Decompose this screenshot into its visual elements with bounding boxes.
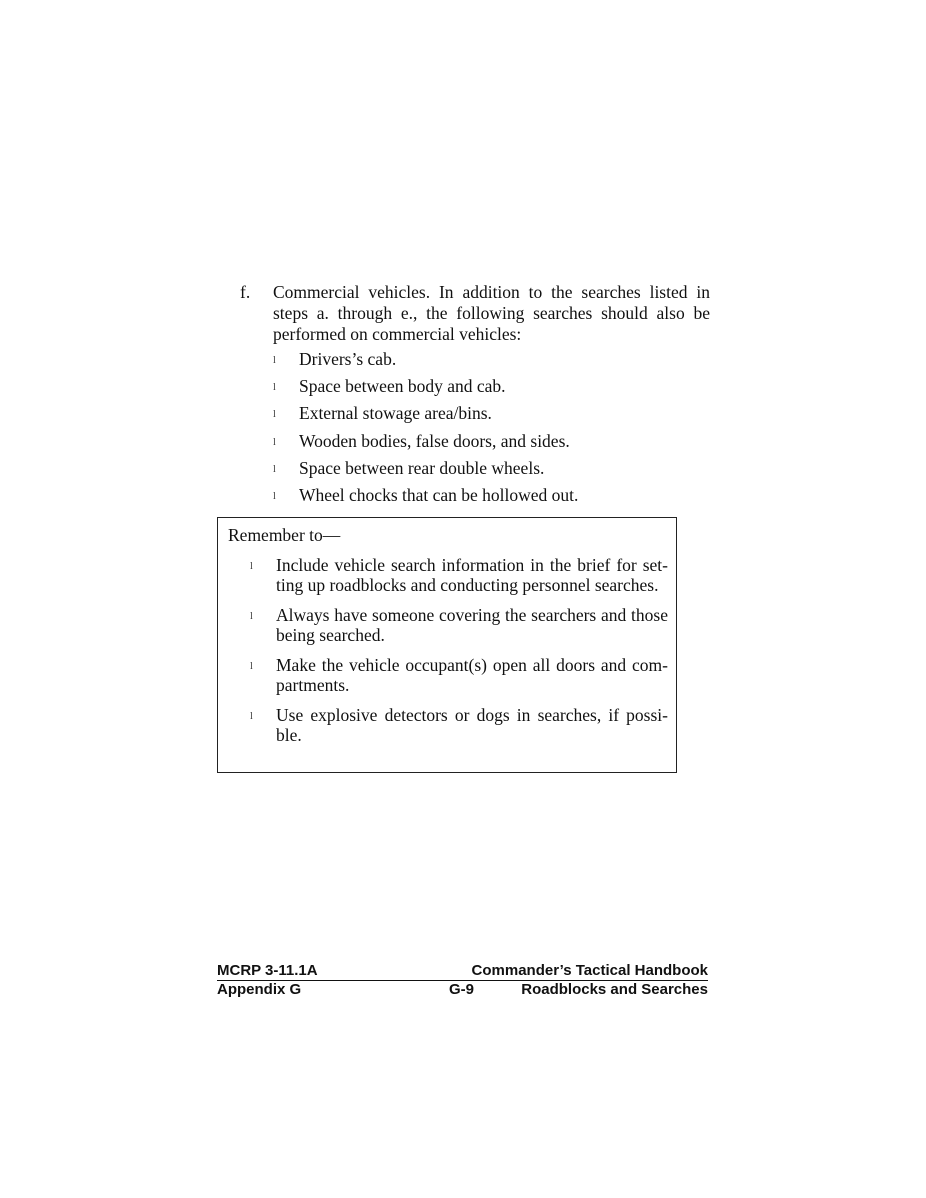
list-item (240, 349, 710, 376)
list-item-text: External stowage area/bins. (299, 403, 492, 424)
section-f-paragraph (240, 282, 710, 345)
bullet-icon: l (273, 382, 276, 394)
bullet-icon: l (273, 490, 276, 502)
list-item (218, 705, 676, 745)
section-f-marker: f. (240, 282, 251, 302)
page-footer (217, 962, 708, 999)
section-f-list (240, 349, 710, 512)
list-item (240, 431, 710, 458)
reminder-box (217, 517, 677, 773)
main-content (240, 282, 710, 512)
list-item-text: Drivers’s cab. (299, 349, 397, 369)
list-item (240, 485, 710, 512)
footer-doc-id: MCRP 3-11.1A (217, 962, 318, 979)
list-item (218, 605, 676, 645)
list-item-text: Space between body and cab. (299, 376, 506, 397)
reminder-title: Remember to— (228, 525, 341, 545)
footer-bottom-row (217, 981, 708, 999)
reminder-list (218, 555, 676, 755)
footer-page-number: G-9 (449, 981, 475, 998)
list-item (218, 655, 676, 695)
section-f-text: Commercial vehicles. In addition to the searches listed in steps a. through e., the following searches should also be performed on commercial vehicles: (273, 282, 710, 344)
bullet-icon: l (273, 409, 276, 421)
list-item-text: Include vehicle search information in the brief for set-ting up roadblocks and conducting personnel searches. (276, 555, 668, 595)
list-item-text: Make the vehicle occupant(s) open all doors and com-partments. (276, 655, 668, 695)
bullet-icon: l (250, 611, 253, 622)
footer-top-row (217, 962, 708, 981)
footer-appendix: Appendix G (217, 981, 302, 998)
list-item-text: Wheel chocks that can be hollowed out. (299, 484, 579, 505)
bullet-icon: l (273, 463, 276, 475)
list-item-text: Always have someone covering the searchers and those being searched. (276, 605, 668, 645)
list-item (240, 458, 710, 485)
list-item (240, 376, 710, 403)
list-item-text: Wooden bodies, false doors, and sides. (299, 430, 570, 451)
bullet-icon: l (273, 436, 276, 448)
footer-title: Commander’s Tactical Handbook (471, 962, 708, 979)
list-item (218, 555, 676, 595)
list-item (240, 403, 710, 430)
bullet-icon: l (273, 355, 276, 366)
bullet-icon: l (250, 561, 253, 572)
bullet-icon: l (250, 711, 253, 722)
bullet-icon: l (250, 661, 253, 672)
list-item-text: Use explosive detectors or dogs in searches, if possi-ble. (276, 705, 668, 745)
footer-section: Roadblocks and Searches (521, 981, 708, 998)
list-item-text: Space between rear double wheels. (299, 457, 545, 478)
